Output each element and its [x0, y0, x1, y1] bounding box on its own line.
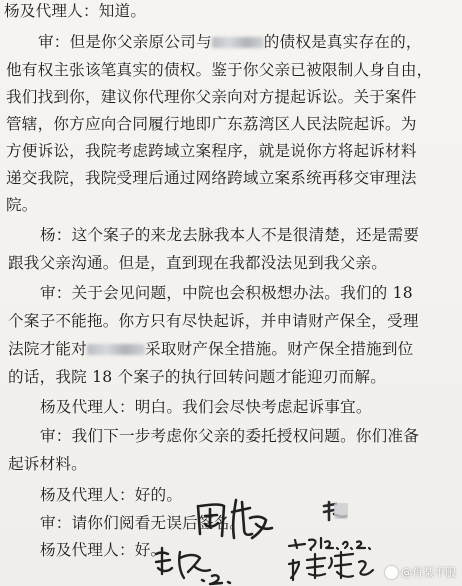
text-line: 个案子不能拖。你方只有尽快起诉，并申请财产保全，受理: [8, 312, 419, 330]
handwritten-signature-2: [150, 544, 238, 586]
handwritten-signature-1: [192, 494, 282, 546]
watermark-text: @肖某不服: [401, 566, 456, 579]
redacted-company-name: [212, 37, 264, 48]
text-line: 杨及代理人：知道。: [4, 2, 147, 20]
text-line: 审：请你们阅看无误后签名。: [40, 514, 246, 532]
text-line: 审：但是你父亲原公司与 的债权是真实存在的，: [38, 33, 422, 51]
text-line: 杨：这个案子的来龙去脉我本人不是很清楚，还是需要: [40, 226, 420, 244]
handwritten-signature-3: [285, 518, 393, 584]
text-line: 杨及代理人：好的。: [40, 486, 183, 504]
text-line: 递交我院，我院受理后通过网络跨域立案系统再移交审理法: [6, 169, 417, 187]
redacted-company-name: [87, 344, 145, 355]
text-line: 审：我们下一步考虑你父亲的委托授权问题。你们准备: [40, 427, 420, 445]
text-line: 法院才能对 采取财产保全措施。财产保全措施到位: [8, 340, 414, 358]
text-line: 杨及代理人：明白。我们会尽快考虑起诉事宜。: [40, 398, 372, 416]
redacted-signature-mark: [320, 500, 350, 526]
weibo-logo-icon: [385, 566, 398, 579]
text-line: 跟我父亲沟通。但是，直到现在我都没法见到我父亲。: [8, 254, 388, 272]
text-line: 院。: [6, 196, 38, 214]
text-line: 我们找到你，建议你代理你父亲向对方提起诉讼。关于案件: [6, 88, 417, 106]
text-line: 管辖，你方应向合同履行地即广东荔湾区人民法院起诉。为: [6, 115, 417, 133]
text-line: 杨及代理人：好。: [40, 541, 167, 559]
weibo-watermark: [385, 564, 456, 580]
text-line: 审：关于会见问题，中院也会积极想办法。我们的 18: [40, 284, 413, 302]
text-line: 方便诉讼，我院考虑跨域立案程序，就是说你方将起诉材料: [6, 142, 417, 160]
text-line: 起诉材料。: [8, 455, 87, 473]
text-line: 他有权主张该笔真实的债权。鉴于你父亲已被限制人身自由，: [6, 61, 433, 79]
text-line: 的话，我院 18 个案子的执行回转问题才能迎刃而解。: [8, 368, 387, 386]
